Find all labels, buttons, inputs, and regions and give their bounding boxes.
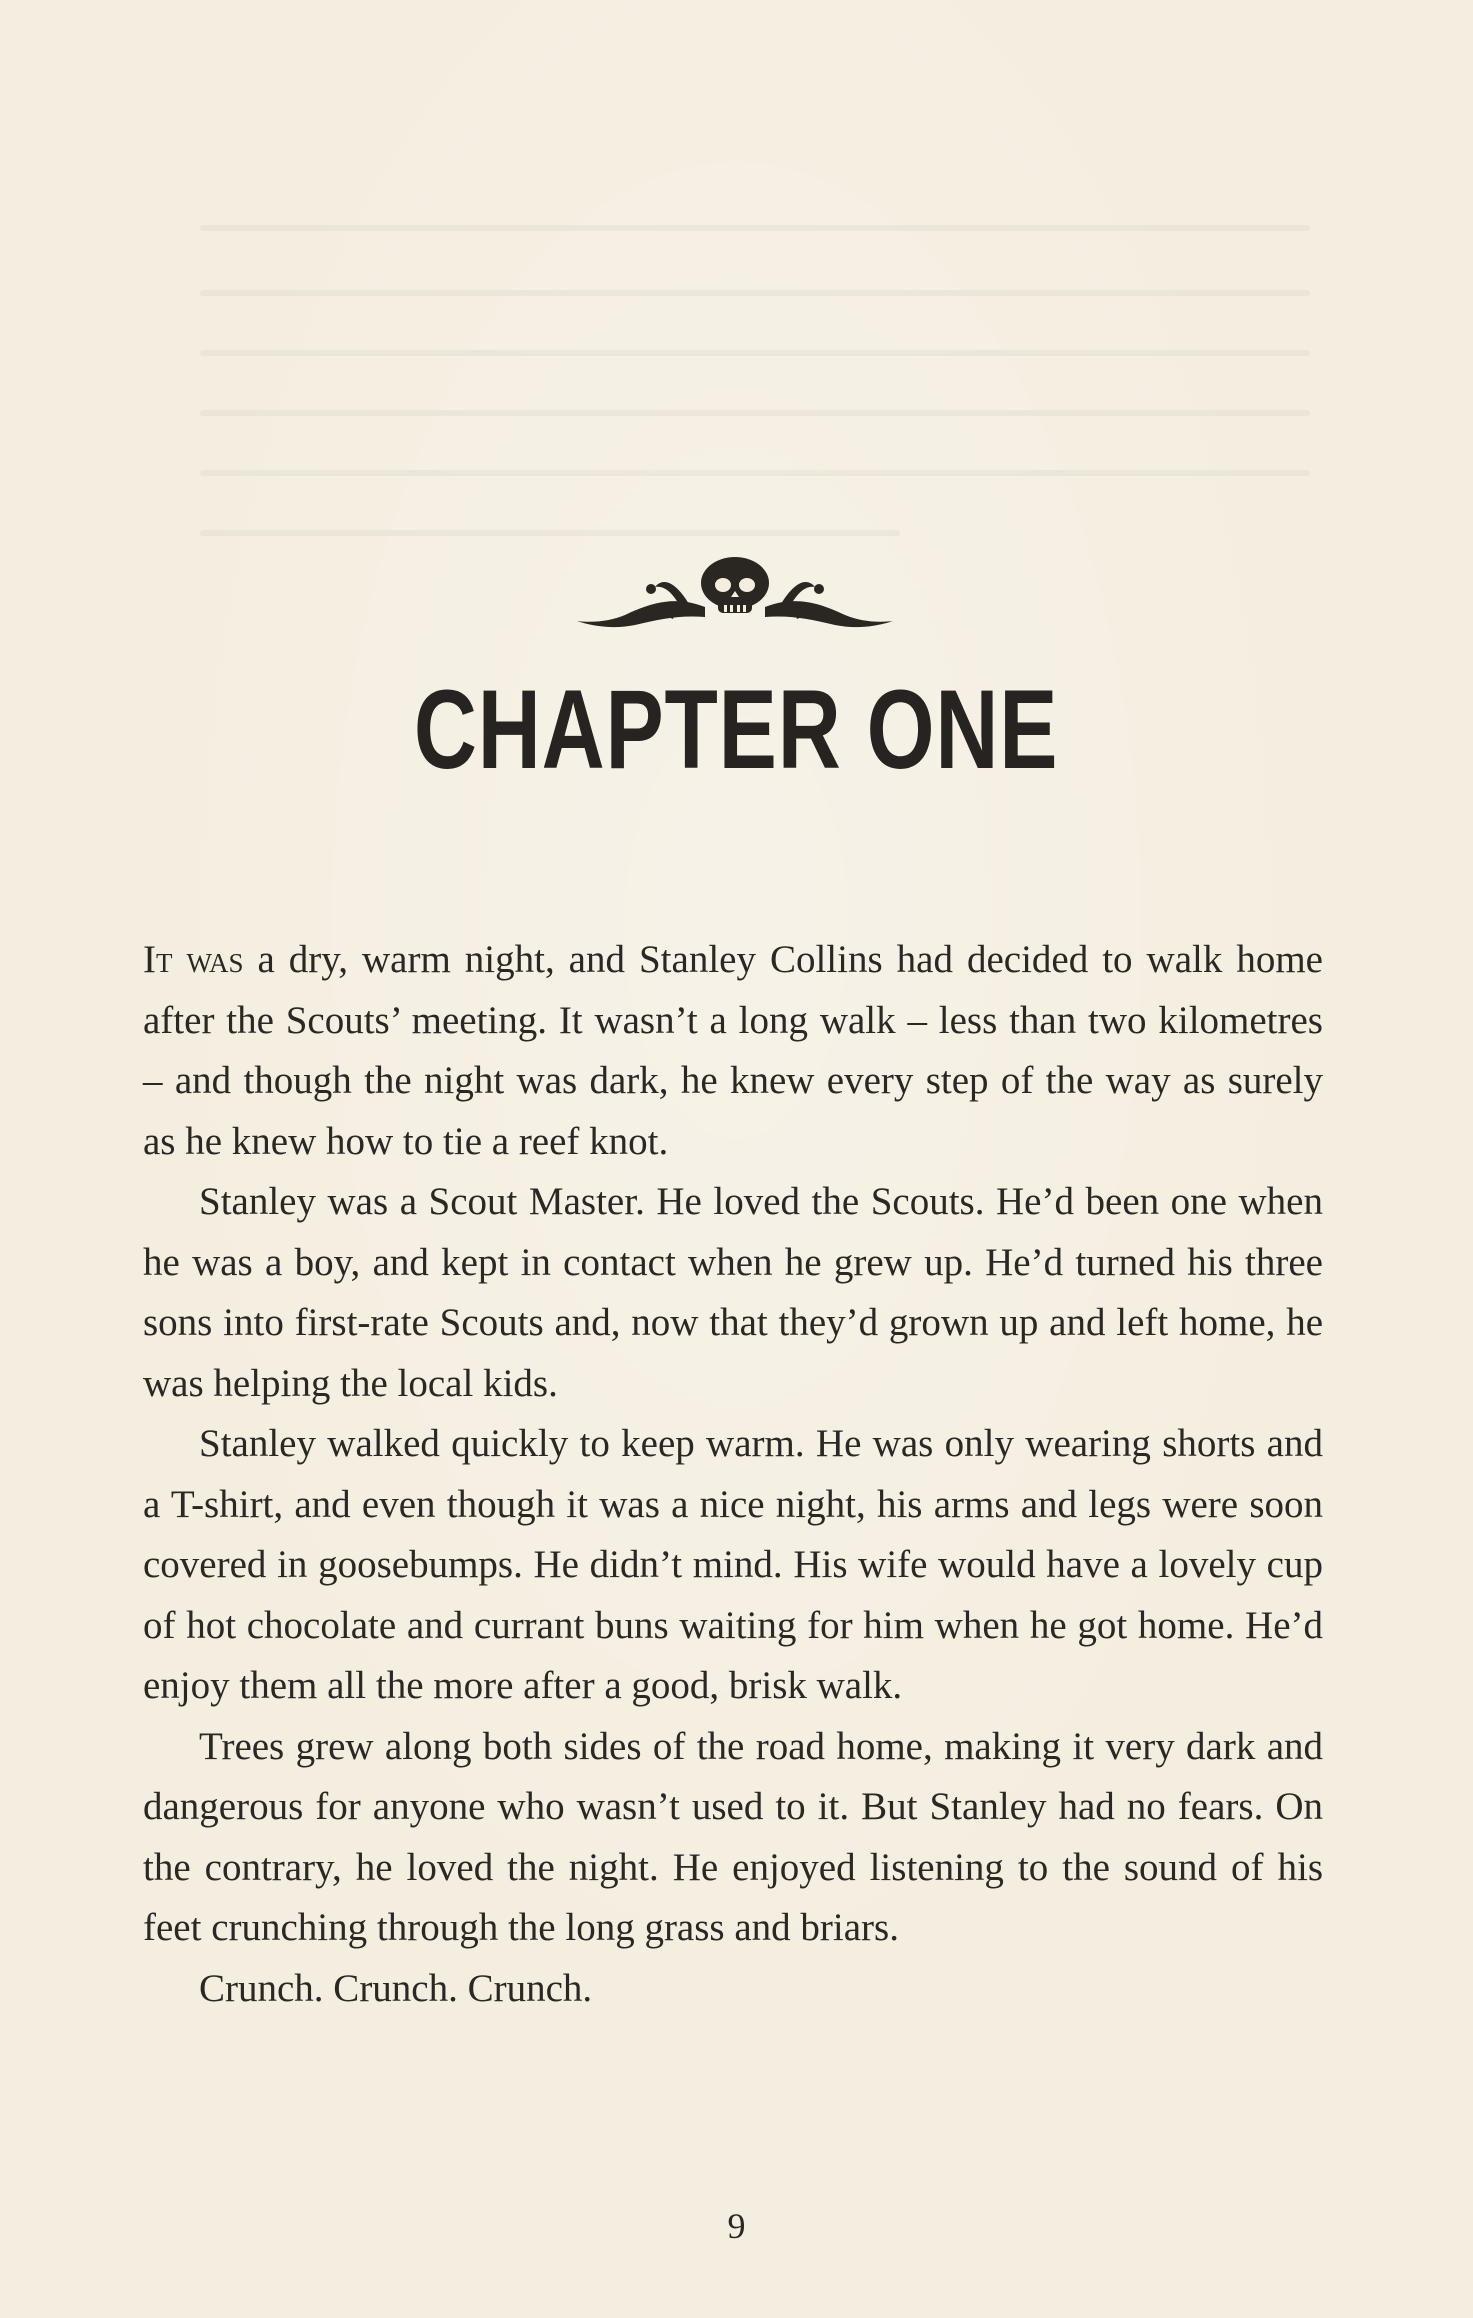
paragraph: [143, 930, 1323, 1172]
paragraph: Stanley walked quickly to keep warm. He was only wearing shorts and a T-shirt, and even though it was a nice night, his arms and legs were soon covered in goosebumps. He didn’t mind. His wife would have a lovely cup of hot chocolate and currant buns waiting for him when he got home. He’d enjoy them all the more after a good, brisk walk.: [143, 1422, 1323, 1707]
paragraph: Crunch. Crunch. Crunch.: [199, 1966, 593, 2010]
show-through-line: [200, 470, 1310, 476]
paragraph: Stanley was a Scout Master. He loved the Scouts. He’d been one when he was a boy, and kept in contact when he grew up. He’d turned his three sons into first-rate Scouts and, now that they’d grown up and left home, he was helping the local kids.: [143, 1180, 1323, 1405]
paragraph: Trees grew along both sides of the road home, making it very dark and dangerous for anyone who wasn’t used to it. But Stanley had no fears. On the contrary, he loved the night. He enjoyed listening to the sound of his feet crunching through the long grass and briars.: [143, 1724, 1323, 1949]
chapter-title-text: CHAPTER ONE: [414, 667, 1059, 792]
show-through-line: [200, 350, 1310, 356]
paragraph-text: a dry, warm night, and Stanley Collins had decided to walk home after the Scouts’ meeting. It wasn’t a long walk – less than two kilometres – and though the night was dark, he knew every step of the way as surely as he knew how to tie a reef knot.: [143, 938, 1323, 1163]
show-through-line: [200, 290, 1310, 296]
chapter-body: [143, 930, 1323, 2019]
show-through-line: [200, 410, 1310, 416]
skull-flourish-icon: [555, 545, 915, 645]
opening-smallcaps: It was: [143, 938, 244, 981]
show-through-line: [200, 530, 900, 536]
chapter-title: [0, 660, 1473, 800]
page-number: 9: [727, 2206, 746, 2246]
show-through-line: [200, 225, 1310, 231]
